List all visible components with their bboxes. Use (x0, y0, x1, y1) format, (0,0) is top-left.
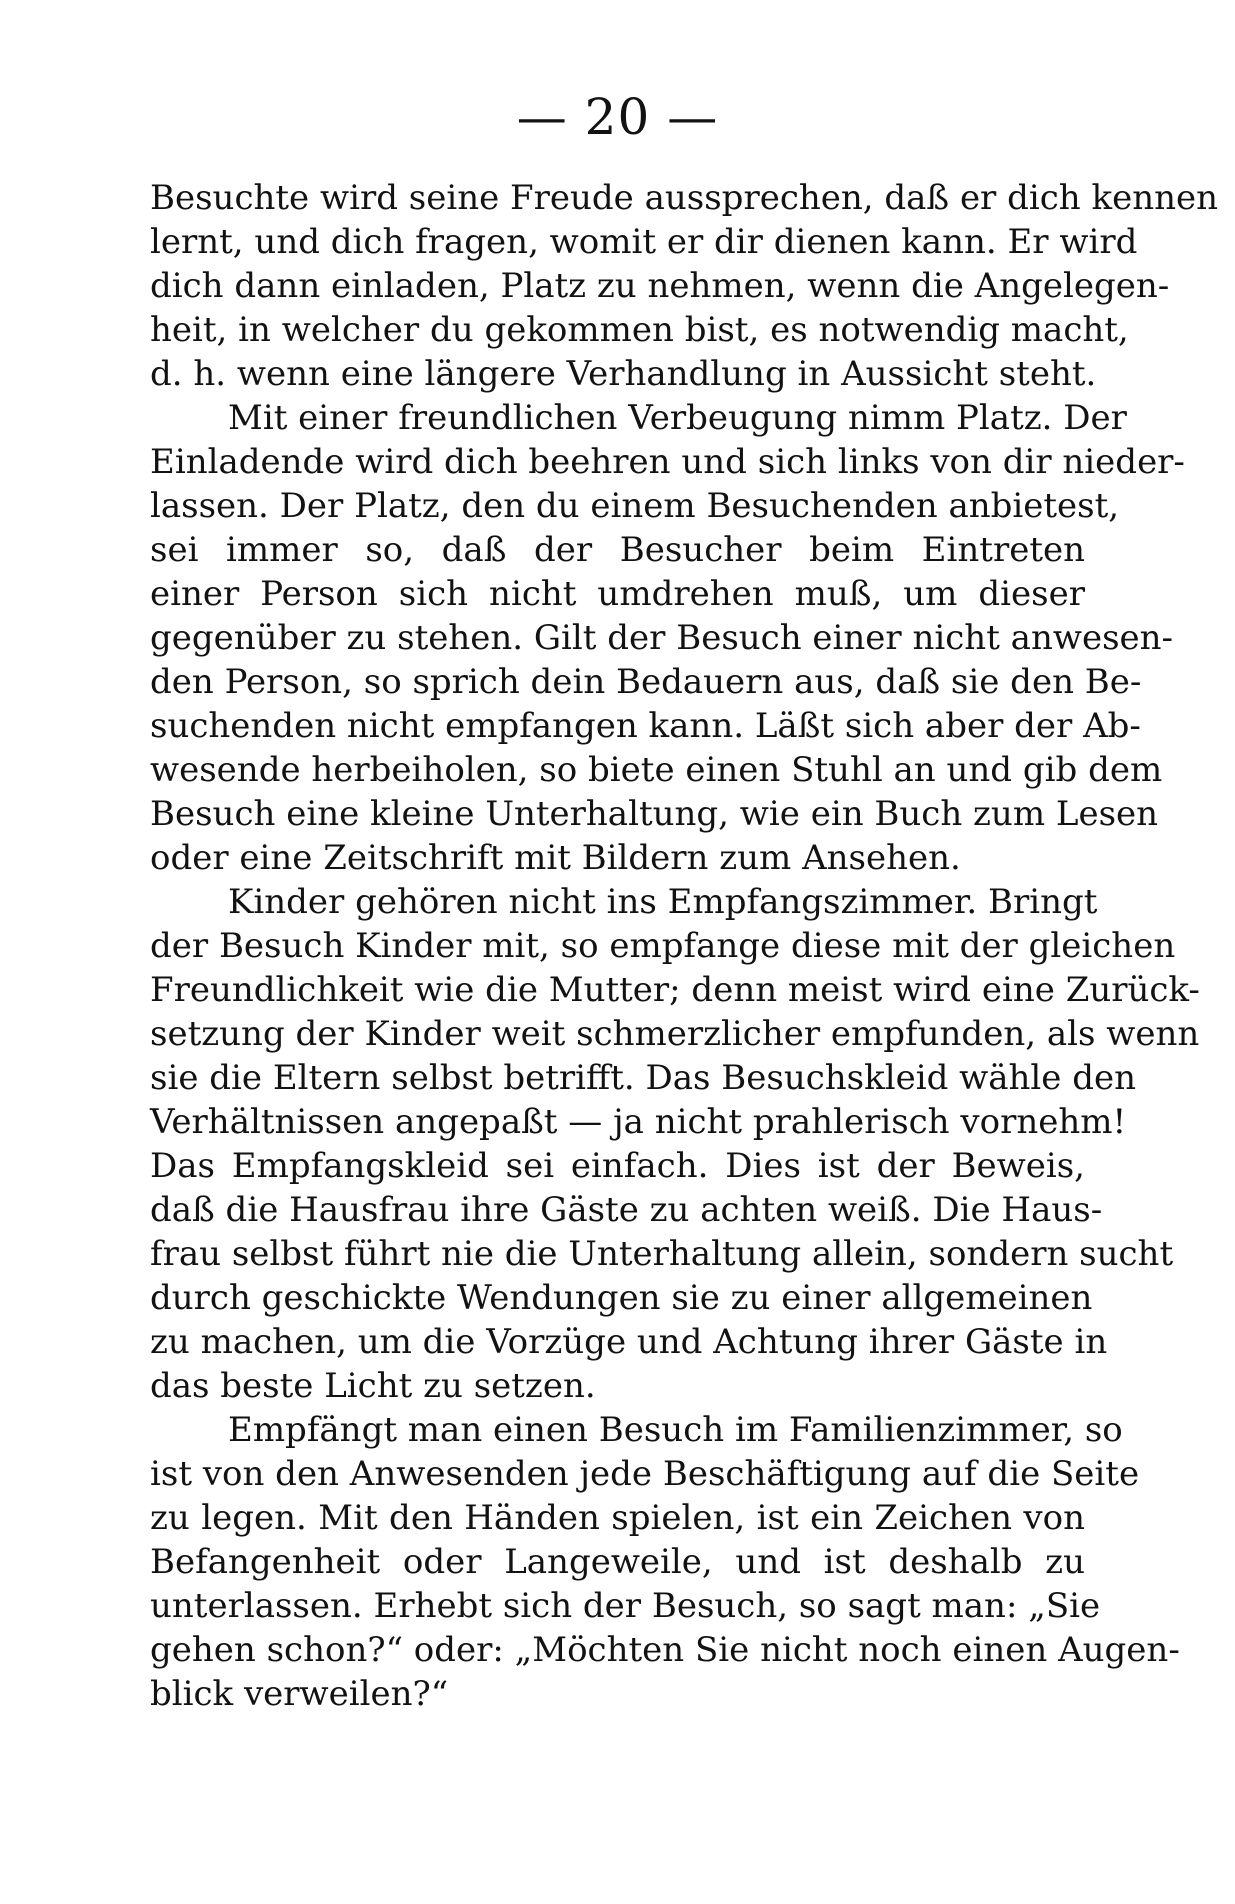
text-line: gehen schon?“ oder: „Möchten Sie nicht noch einen Augen- (150, 1630, 1180, 1670)
text-line: der Besuch Kinder mit, so empfange diese mit der gleichen (150, 926, 1176, 966)
text-line: Das Empfangskleid sei einfach. Dies ist der Beweis, (150, 1146, 1085, 1186)
text-line: frau selbst führt nie die Unterhaltung allein, sondern sucht (150, 1234, 1174, 1274)
text-line: setzung der Kinder weit schmerzlicher empfunden, als wenn (150, 1014, 1200, 1054)
text-line: den Person, so sprich dein Bedauern aus, daß sie den Be- (150, 662, 1142, 702)
text-line: zu machen, um die Vorzüge und Achtung ihrer Gäste in (150, 1322, 1108, 1362)
text-line: heit, in welcher du gekommen bist, es notwendig macht, (150, 310, 1129, 350)
text-line: Besuch eine kleine Unterhaltung, wie ein Buch zum Lesen (150, 794, 1159, 834)
text-line: Empfängt man einen Besuch im Familienzimmer, so (228, 1410, 1123, 1450)
text-line: sie die Eltern selbst betrifft. Das Besuchskleid wähle den (150, 1058, 1137, 1098)
text-line: d. h. wenn eine längere Verhandlung in Aussicht steht. (150, 354, 1097, 394)
text-line: Mit einer freundlichen Verbeugung nimm Platz. Der (228, 398, 1127, 438)
text-line: zu legen. Mit den Händen spielen, ist ein Zeichen von (150, 1498, 1085, 1538)
page-number: — 20 — (516, 88, 719, 146)
text-line: Verhältnissen angepaßt — ja nicht prahlerisch vornehm! (150, 1102, 1127, 1142)
text-line: suchenden nicht empfangen kann. Läßt sich aber der Ab- (150, 706, 1141, 746)
text-line: einer Person sich nicht umdrehen muß, um dieser (150, 574, 1085, 614)
paragraph (150, 396, 1185, 880)
text-line: Freundlichkeit wie die Mutter; denn meist wird eine Zurück- (150, 970, 1200, 1010)
text-line: Kinder gehören nicht ins Empfangszimmer. Bringt (228, 882, 1098, 922)
text-line: daß die Hausfrau ihre Gäste zu achten weiß. Die Haus- (150, 1190, 1103, 1230)
text-line: ist von den Anwesenden jede Beschäftigung auf die Seite (150, 1454, 1140, 1494)
text-line: Einladende wird dich beehren und sich links von dir nieder- (150, 442, 1185, 482)
text-line: Besuchte wird seine Freude aussprechen, daß er dich kennen (150, 178, 1219, 218)
text-line: dich dann einladen, Platz zu nehmen, wenn die Angelegen- (150, 266, 1170, 306)
paragraph (150, 1408, 1180, 1716)
text-line: sei immer so, daß der Besucher beim Eintreten (150, 530, 1085, 570)
text-line: wesende herbeiholen, so biete einen Stuhl an und gib dem (150, 750, 1163, 790)
text-line: unterlassen. Erhebt sich der Besuch, so sagt man: „Sie (150, 1586, 1101, 1626)
text-line: lassen. Der Platz, den du einem Besuchenden anbietest, (150, 486, 1120, 526)
text-line: blick verweilen?“ (150, 1674, 449, 1714)
text-line: gegenüber zu stehen. Gilt der Besuch einer nicht anwesen- (150, 618, 1174, 658)
text-line: durch geschickte Wendungen sie zu einer allgemeinen (150, 1278, 1093, 1318)
text-line: oder eine Zeitschrift mit Bildern zum Ansehen. (150, 838, 961, 878)
text-line: lernt, und dich fragen, womit er dir dienen kann. Er wird (150, 222, 1138, 262)
text-line: das beste Licht zu setzen. (150, 1366, 596, 1406)
paragraph (150, 176, 1219, 396)
body-text (150, 176, 1219, 1716)
paragraph (150, 880, 1200, 1408)
text-line: Befangenheit oder Langeweile, und ist deshalb zu (150, 1542, 1085, 1582)
